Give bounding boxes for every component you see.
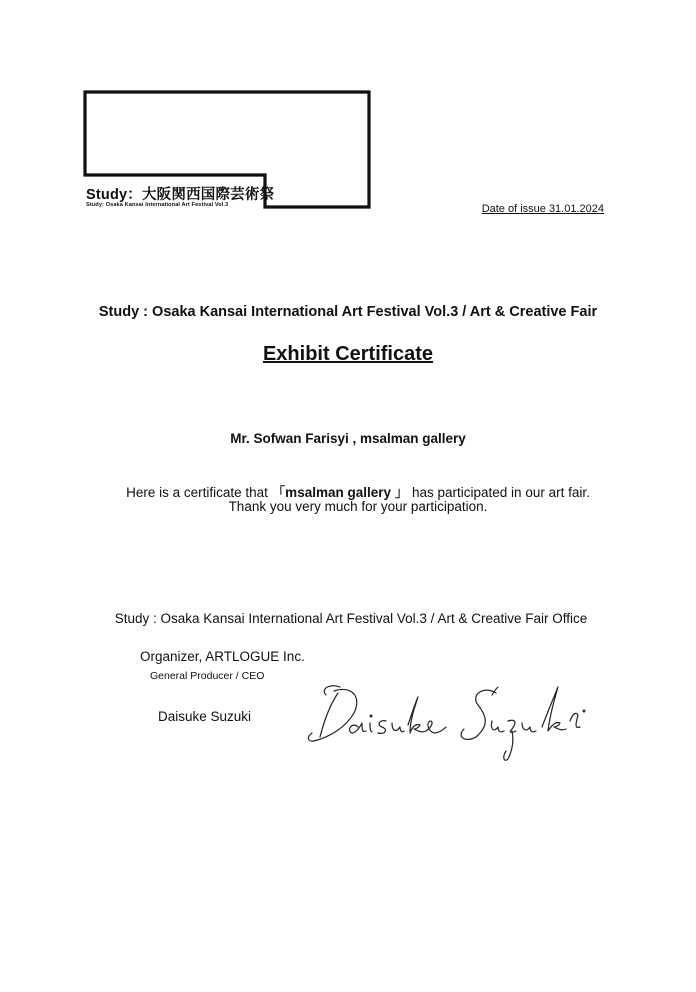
recipient-name: Mr. Sofwan Farisyi , msalman gallery	[230, 431, 466, 446]
statement-prefix: Here is a certificate that	[126, 485, 272, 500]
statement-suffix: has participated in our art fair.	[408, 485, 590, 500]
issue-date: Date of issue 31.01.2024	[481, 203, 604, 215]
organizer-line: Organizer, ARTLOGUE Inc.	[140, 649, 305, 664]
logo-subtitle-en: Study: Osaka Kansai International Art Festival Vol.3	[86, 202, 229, 208]
thank-you-line: Thank you very much for your participation.	[228, 499, 488, 514]
statement-gallery-name: 「msalman gallery 」	[271, 485, 409, 500]
producer-title: General Producer / CEO	[150, 670, 265, 682]
issuing-office: Study : Osaka Kansai International Art Festival Vol.3 / Art & Creative Fair Office	[114, 611, 588, 626]
event-title: Study : Osaka Kansai International Art Festival Vol.3 / Art & Creative Fair	[98, 304, 598, 320]
logo-title-jp: Study：大阪関西国際芸術祭	[86, 187, 275, 203]
producer-name: Daisuke Suzuki	[158, 709, 252, 724]
certificate-statement	[0, 481, 696, 501]
certificate-heading: Exhibit Certificate	[262, 343, 434, 365]
handwritten-signature	[300, 675, 610, 765]
